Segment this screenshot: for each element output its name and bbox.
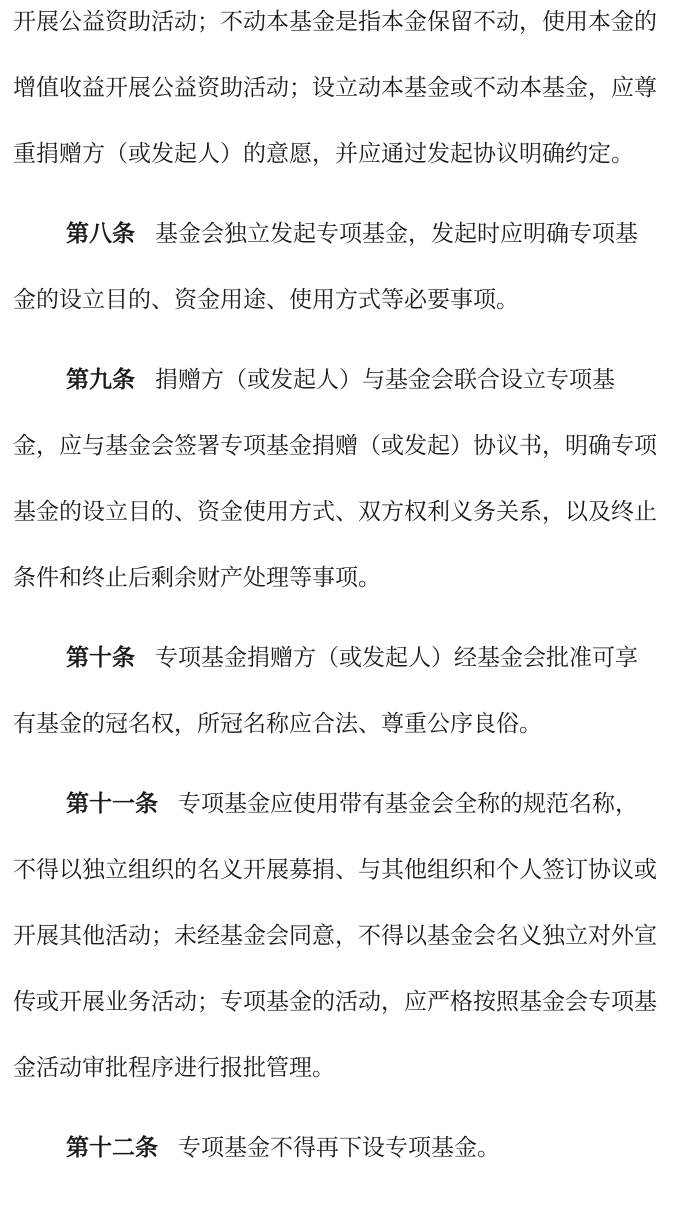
article-9-first-line bbox=[66, 364, 615, 396]
article-9-text: 捐赠方（或发起人）与基金会联合设立专项基 bbox=[155, 367, 615, 393]
article-11-heading: 第十一条 bbox=[66, 791, 158, 817]
article-12-heading: 第十二条 bbox=[66, 1135, 158, 1161]
paragraph-line: 金的设立目的、资金用途、使用方式等必要事项。 bbox=[13, 287, 519, 313]
paragraph-line: 有基金的冠名权，所冠名称应合法、尊重公序良俗。 bbox=[13, 711, 542, 737]
article-8-heading: 第八条 bbox=[66, 221, 135, 247]
article-12-first-line bbox=[66, 1132, 500, 1164]
article-9-heading: 第九条 bbox=[66, 367, 135, 393]
paragraph-line: 金活动审批程序进行报批管理。 bbox=[13, 1055, 335, 1081]
paragraph-line: 传或开展业务活动；专项基金的活动，应严格按照基金会专项基 bbox=[13, 989, 657, 1015]
paragraph-line: 金，应与基金会签署专项基金捐赠（或发起）协议书，明确专项 bbox=[13, 433, 657, 459]
article-11-first-line bbox=[66, 788, 638, 820]
paragraph-line: 条件和终止后剩余财产处理等事项。 bbox=[13, 565, 381, 591]
article-11-text: 专项基金应使用带有基金会全称的规范名称， bbox=[178, 791, 638, 817]
paragraph-line: 增值收益开展公益资助活动；设立动本基金或不动本基金，应尊 bbox=[13, 75, 657, 101]
article-8-first-line bbox=[66, 218, 638, 250]
paragraph-line: 重捐赠方（或发起人）的意愿，并应通过发起协议明确约定。 bbox=[13, 141, 634, 167]
article-10-heading: 第十条 bbox=[66, 645, 135, 671]
paragraph-line: 开展其他活动；未经基金会同意，不得以基金会名义独立对外宣 bbox=[13, 923, 657, 949]
article-8-text: 基金会独立发起专项基金，发起时应明确专项基 bbox=[155, 221, 638, 247]
paragraph-line: 不得以独立组织的名义开展募捐、与其他组织和个人签订协议或 bbox=[13, 857, 657, 883]
article-12-text: 专项基金不得再下设专项基金。 bbox=[178, 1135, 500, 1161]
article-10-first-line bbox=[66, 642, 638, 674]
paragraph-line: 开展公益资助活动；不动本基金是指本金保留不动，使用本金的 bbox=[13, 9, 657, 35]
paragraph-line: 基金的设立目的、资金使用方式、双方权利义务关系，以及终止 bbox=[13, 499, 657, 525]
article-10-text: 专项基金捐赠方（或发起人）经基金会批准可享 bbox=[155, 645, 638, 671]
